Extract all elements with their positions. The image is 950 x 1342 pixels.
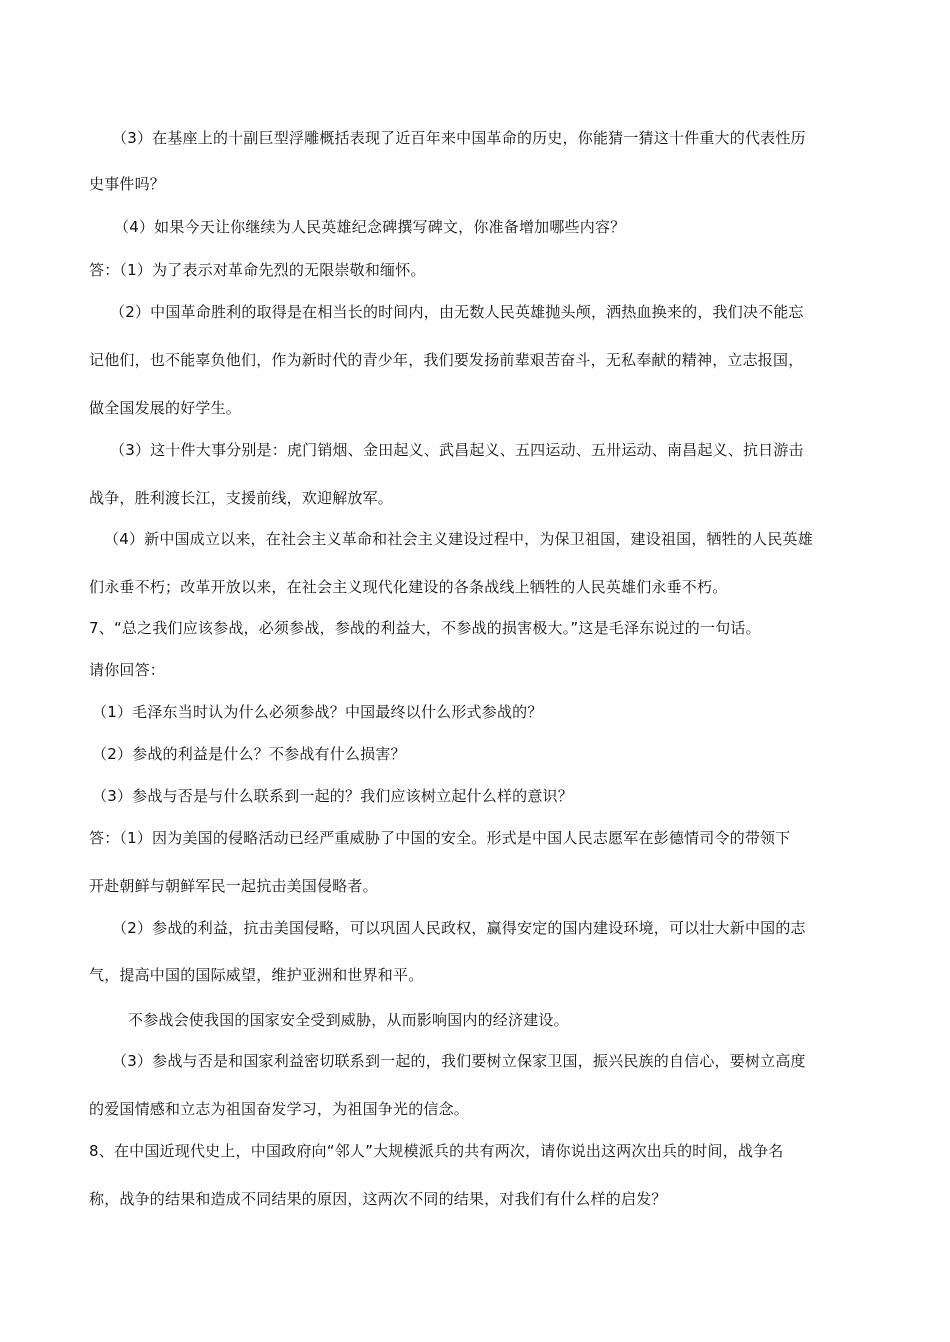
text-line: 8、在中国近现代史上，中国政府向“邻人”大规模派兵的共有两次，请你说出这两次出兵的时间，战争名 <box>89 1142 784 1160</box>
text-line: 请你回答： <box>89 661 166 679</box>
text-line: 7、“总之我们应该参战，必须参战，参战的利益大，不参战的损害极大。”这是毛泽东说过的一句话。 <box>89 619 761 637</box>
text-line: 气，提高中国的国际威望，维护亚洲和世界和平。 <box>89 966 424 984</box>
text-line: 称，战争的结果和造成不同结果的原因，这两次不同的结果，对我们有什么样的启发？ <box>89 1190 667 1208</box>
text-line: 做全国发展的好学生。 <box>89 399 242 417</box>
text-line: （2）参战的利益，抗击美国侵略，可以巩固人民政权，赢得安定的国内建设环境，可以壮大新中国的志 <box>112 919 806 937</box>
text-line: （4）如果今天让你继续为人民英雄纪念碑撰写碑文，你准备增加哪些内容？ <box>114 218 626 236</box>
text-line: （3）在基座上的十副巨型浮雕概括表现了近百年来中国革命的历史，你能猜一猜这十件重大的代表性历 <box>112 129 806 147</box>
text-line: 的爱国情感和立志为祖国奋发学习，为祖国争光的信念。 <box>89 1100 470 1118</box>
text-line: （2）参战的利益是什么？不参战有什么损害？ <box>92 745 406 763</box>
text-line: 史事件吗？ <box>89 175 166 193</box>
text-line: （4）新中国成立以来，在社会主义革命和社会主义建设过程中，为保卫祖国，建设祖国，牺牲的人民英雄 <box>104 530 813 548</box>
text-line: 们永垂不朽；改革开放以来，在社会主义现代化建设的各条战线上牺牲的人民英雄们永垂不朽。 <box>89 578 728 596</box>
text-line: （3）这十件大事分别是：虎门销烟、金田起义、武昌起义、五四运动、五卅运动、南昌起义、抗日游击 <box>110 441 804 459</box>
text-line: 开赴朝鲜与朝鲜军民一起抗击美国侵略者。 <box>89 877 378 895</box>
text-line: （1）毛泽东当时认为什么必须参战？中国最终以什么形式参战的？ <box>92 703 543 721</box>
text-line: （2）中国革命胜利的取得是在相当长的时间内，由无数人民英雄抛头颅，洒热血换来的，我们决不能忘 <box>110 303 804 321</box>
text-line: 记他们，也不能辜负他们，作为新时代的青少年，我们要发扬前辈艰苦奋斗，无私奉献的精神，立志报国， <box>89 351 804 369</box>
text-line: （3）参战与否是和国家利益密切联系到一起的，我们要树立保家卫国，振兴民族的自信心，要树立高度 <box>112 1052 806 1070</box>
text-line: 战争，胜利渡长江，支援前线，欢迎解放军。 <box>89 489 394 507</box>
text-line: 不参战会使我国的国家安全受到威胁，从而影响国内的经济建设。 <box>128 1011 569 1029</box>
text-line: （3）参战与否是与什么联系到一起的？我们应该树立起什么样的意识？ <box>92 787 573 805</box>
text-line: 答：（1）为了表示对革命先烈的无限崇敬和缅怀。 <box>89 261 426 279</box>
text-line: 答：（1）因为美国的侵略活动已经严重威胁了中国的安全。形式是中国人民志愿军在彭德情司令的带领下 <box>89 829 791 847</box>
